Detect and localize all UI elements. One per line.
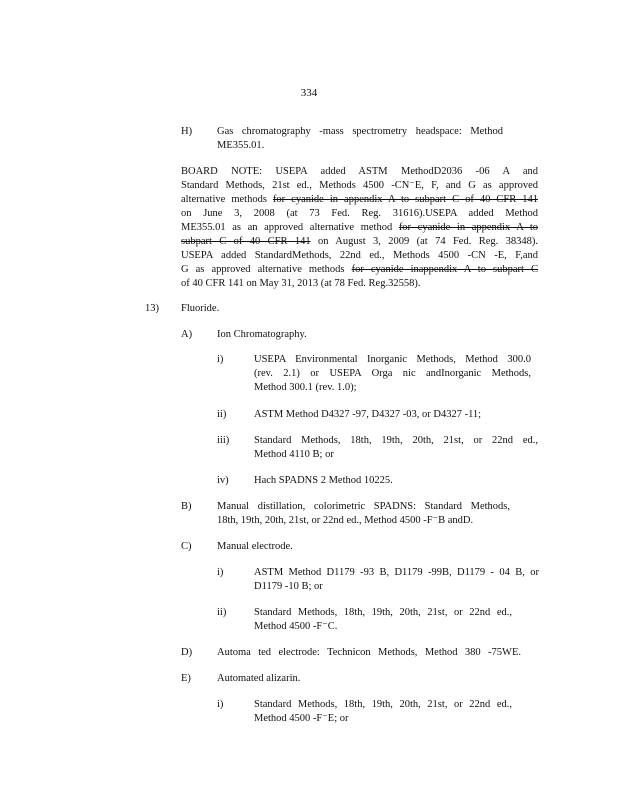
subitem-line: Method 4110 B; or	[254, 449, 334, 460]
subitem-marker: iv)	[217, 475, 229, 486]
subitem-marker: ii)	[217, 607, 227, 618]
subitem-text	[254, 353, 531, 395]
struck-text: subpart C of 40 CFR 141	[181, 236, 311, 247]
item-a-label: Ion Chromatography.	[217, 329, 307, 340]
subitem-text	[254, 698, 512, 726]
note-text: of 40 CFR 141 on May 31, 2013 (at 78 Fed. Reg.32558).	[181, 278, 421, 289]
subitem-line: (rev. 2.1) or USEPA Orga nic andInorganic Methods,	[254, 368, 531, 379]
board-note-line	[181, 165, 538, 179]
subitem-text	[254, 606, 512, 634]
board-note-line	[181, 263, 538, 277]
board-note-line	[181, 221, 538, 235]
item-h-line: Gas chromatography -mass spectrometry headspace: Method	[217, 126, 503, 137]
item-b-line: 18th, 19th, 20th, 21st, or 22nd ed., Method 4500 -F⁻B andD.	[217, 515, 474, 526]
item-b-text	[217, 500, 510, 528]
subitem-line: Method 4500 -F⁻C.	[254, 621, 338, 632]
subitem-text	[254, 566, 539, 594]
item-marker-e: E)	[181, 673, 191, 684]
item-h-text	[217, 125, 503, 153]
note-text: Standard Methods, 21st ed., Methods 4500 -CN⁻E, F, and G as approved	[181, 180, 538, 191]
item-d-line: Automa ted electrode: Technicon Methods, Method 380 -75WE.	[217, 647, 521, 658]
board-note-line	[181, 193, 538, 207]
subitem-marker: iii)	[217, 435, 230, 446]
subitem-line: Method 300.1 (rev. 1.0);	[254, 382, 357, 393]
note-text: USEPA added StandardMethods, 22nd ed., Methods 4500 -CN -E, F,and	[181, 250, 538, 261]
item-c-label: Manual electrode.	[217, 541, 293, 552]
subitem-line: Standard Methods, 18th, 19th, 20th, 21st, or 22nd ed.,	[254, 607, 512, 618]
subitem-marker: ii)	[217, 409, 227, 420]
subitem-text	[254, 474, 434, 488]
struck-text: for cyanide in appendix A to	[398, 222, 538, 233]
board-note	[181, 165, 538, 291]
item-13-label: Fluoride.	[181, 303, 220, 314]
subitem-text	[254, 434, 538, 462]
note-text: alternative methods	[181, 194, 273, 205]
item-d-text	[217, 646, 521, 660]
item-marker-13: 13)	[145, 303, 159, 314]
item-e-label: Automated alizarin.	[217, 673, 301, 684]
board-note-line	[181, 249, 538, 263]
item-marker-c: C)	[181, 541, 192, 552]
subitem-line: ASTM Method D1179 -93 B, D1179 -99B, D1179 - 04 B, or	[254, 567, 539, 578]
note-text: BOARD NOTE: USEPA added ASTM MethodD2036 -06 A and	[181, 166, 538, 177]
page-number: 334	[300, 87, 318, 99]
subitem-line: Standard Methods, 18th, 19th, 20th, 21st, or 22nd ed.,	[254, 435, 538, 446]
item-b-line: Manual distillation, colorimetric SPADNS: Standard Methods,	[217, 501, 510, 512]
item-marker-b: B)	[181, 501, 192, 512]
item-marker-a: A)	[181, 329, 193, 340]
note-text: on August 3, 2009 (at 74 Fed. Reg. 38348).	[310, 236, 538, 247]
subitem-marker: i)	[217, 567, 224, 578]
item-marker-d: D)	[181, 647, 193, 658]
subitem-line: ASTM Method D4327 -97, D4327 -03, or D4327 -11;	[254, 409, 482, 420]
board-note-line	[181, 277, 538, 291]
item-marker-h: H)	[181, 126, 193, 137]
note-text: G as approved alternative methods	[181, 264, 352, 275]
subitem-line: USEPA Environmental Inorganic Methods, Method 300.0	[254, 354, 531, 365]
subitem-line: Standard Methods, 18th, 19th, 20th, 21st, or 22nd ed.,	[254, 699, 512, 710]
board-note-line	[181, 207, 538, 221]
struck-text: for cyanide inappendix A to subpart C	[351, 264, 538, 275]
subitem-line: Method 4500 -F⁻E; or	[254, 713, 349, 724]
subitem-text	[254, 408, 536, 422]
note-text: on June 3, 2008 (at 73 Fed. Reg. 31616).USEPA added Method	[181, 208, 538, 219]
subitem-marker: i)	[217, 354, 224, 365]
board-note-line	[181, 235, 538, 249]
note-text: ME355.01 as an approved alternative method	[181, 222, 399, 233]
struck-text: for cyanide in appendix A to subpart C of 40 CFR 141	[272, 194, 538, 205]
board-note-line	[181, 179, 538, 193]
item-h-line: ME355.01.	[217, 140, 265, 151]
subitem-line: Hach SPADNS 2 Method 10225.	[254, 475, 393, 486]
subitem-line: D1179 -10 B; or	[254, 581, 323, 592]
subitem-marker: i)	[217, 699, 224, 710]
